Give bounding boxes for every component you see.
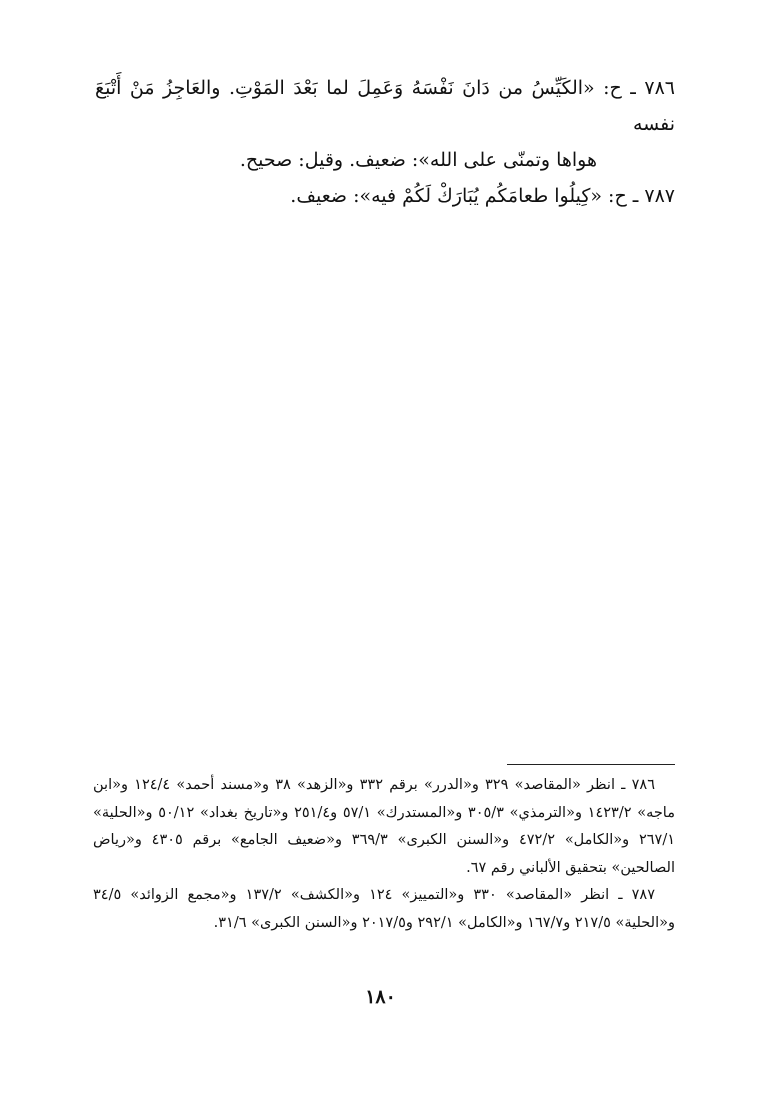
hadith-entry-787: [95, 178, 675, 214]
hadith-entries: [95, 70, 675, 214]
hadith-entry-786: [95, 70, 675, 178]
footnote-787: ٧٨٧ ـ انظر «المقاصد» ٣٣٠ و«التمييز» ١٢٤ و«الكشف» ١٣٧/٢ و«مجمع الزوائد» ٣٤/٥ و«الحلية» ٢١٧/٥ و١٦٧/٧ و«الكامل» ٢٩٢/١ و٢٠١٧/٥ و«السنن الكبرى» ٣١/٦.: [93, 887, 675, 931]
footnote-786: ٧٨٦ ـ انظر «المقاصد» ٣٢٩ و«الدرر» برقم ٣٣٢ و«الزهد» ٣٨ و«مسند أحمد» ١٢٤/٤ و«ابن ماجه» ١٤٢٣/٢ و«الترمذي» ٣٠٥/٣ و«المستدرك» ٥٧/١ و٢٥١/٤ و«تاريخ بغداد» ٥٠/١٢ و«الحلية» ٢٦٧/١ و«الكامل» ٤٧٢/٢ و«السنن الكبرى» ٣٦٩/٣ و«ضعيف الجامع» برقم ٤٣٠٥ و«رياض الصالحين» بتحقيق الألباني رقم ٦٧.: [93, 777, 676, 876]
page-number: ١٨٠: [365, 986, 396, 1008]
footnote-separator: [507, 764, 675, 765]
footnotes-section: [93, 772, 675, 937]
hadith-entry-786-line1: ٧٨٦ ـ ح: «الكَيِّسُ من دَانَ نَفْسَهُ وَعَمِلَ لما بَعْدَ المَوْتِ. والعَاجِزُ مَنْ أَتْبَعَ نفسه: [95, 77, 675, 135]
hadith-entry-787-line1: ٧٨٧ ـ ح: «كِيلُوا طعامَكُم يُبَارَكْ لَكُمْ فيه»: ضعيف.: [290, 185, 675, 207]
hadith-entry-786-line2: هواها وتمنّى على الله»: ضعيف. وقيل: صحيح.: [239, 149, 597, 171]
